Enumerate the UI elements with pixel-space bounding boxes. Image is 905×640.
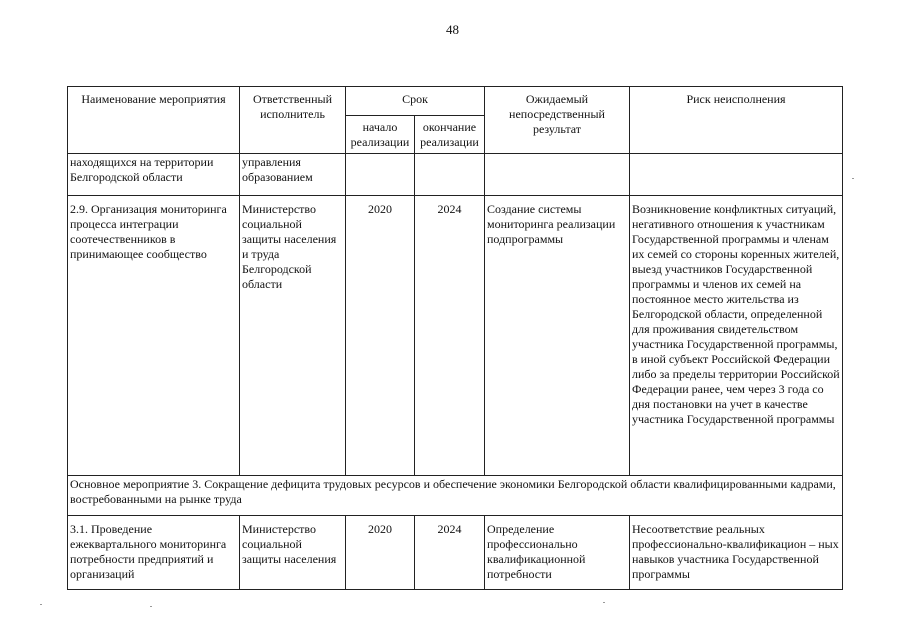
- cell-name: находящихся на территории Белгородской области: [68, 154, 240, 196]
- header-result: Ожидаемый непосредственный результат: [485, 87, 630, 154]
- cell-responsible: Министерство социальной защиты населения: [240, 516, 346, 590]
- cell-risk: Несоответствие реальных профессионально-квалификацион – ных навыков участника Государственной программы: [630, 516, 843, 590]
- page-number: 48: [446, 22, 459, 37]
- header-term-end: окончание реализации: [415, 116, 485, 154]
- cell-risk: [630, 154, 843, 196]
- section-title: Основное мероприятие 3. Сокращение дефицита трудовых ресурсов и обеспечение экономики Белгородской области квалифицированными кадрами, востребованными на рынке труда: [68, 476, 843, 516]
- cell-start: 2020: [346, 516, 415, 590]
- scan-speck: [150, 606, 152, 607]
- cell-responsible: управления образованием: [240, 154, 346, 196]
- header-responsible: Ответственный исполнитель: [240, 87, 346, 154]
- cell-result: Создание системы мониторинга реализации подпрограммы: [485, 196, 630, 476]
- header-risk: Риск неисполнения: [630, 87, 843, 154]
- header-row: [68, 87, 843, 116]
- scan-speck: [40, 604, 42, 605]
- cell-risk: Возникновение конфликтных ситуаций, негативного отношения к участникам Государственной программы и членам их семей со стороны коренных жителей, выезд участников Государственной программы и членов их семей на постоянное место жительства из Белгородской области, определенной для проживания свидетельством участника Государственной программы, в иной субъект Российской Федерации либо за пределы территории Российской Федерации ранее, чем через 3 года со дня постановки на учет в качестве участника Государственной программы: [630, 196, 843, 476]
- cell-end: 2024: [415, 196, 485, 476]
- table-row: [68, 154, 843, 196]
- cell-responsible: Министерство социальной защиты населения и труда Белгородской области: [240, 196, 346, 476]
- plan-table: [67, 86, 843, 590]
- header-term: Срок: [346, 87, 485, 116]
- cell-start: [346, 154, 415, 196]
- table-row: [68, 516, 843, 590]
- cell-end: 2024: [415, 516, 485, 590]
- section-row: [68, 476, 843, 516]
- cell-result: Определение профессионально квалификационной потребности: [485, 516, 630, 590]
- scan-speck: [852, 178, 854, 179]
- cell-end: [415, 154, 485, 196]
- cell-name: 2.9. Организация мониторинга процесса интеграции соотечественников в принимающее сообщество: [68, 196, 240, 476]
- header-name: Наименование мероприятия: [68, 87, 240, 154]
- cell-name: 3.1. Проведение ежеквартального мониторинга потребности предприятий и организаций: [68, 516, 240, 590]
- cell-start: 2020: [346, 196, 415, 476]
- cell-result: [485, 154, 630, 196]
- header-term-start: начало реализации: [346, 116, 415, 154]
- scan-speck: [603, 602, 605, 603]
- table-row: [68, 196, 843, 476]
